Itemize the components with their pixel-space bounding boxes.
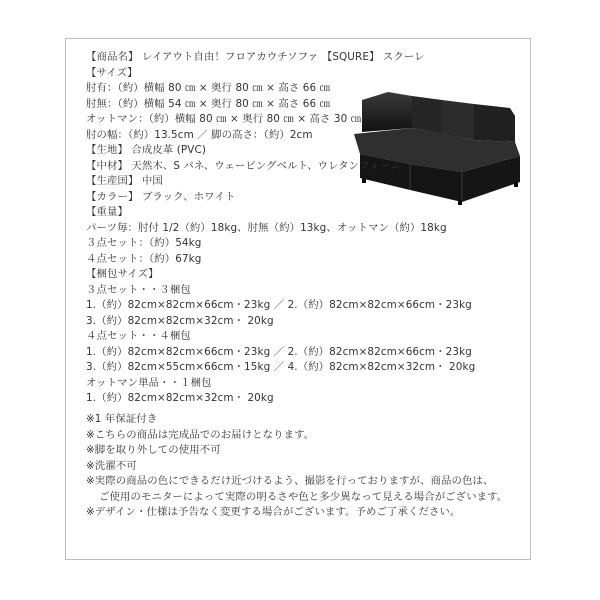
weight-3set: ３点セット：（約）54kg xyxy=(86,237,202,249)
size-without-arm: 肘無：（約）横幅 54 ㎝ × 奥行 80 ㎝ × 高さ 66 ㎝ xyxy=(86,97,331,110)
package-ottoman-line1: 1.（約）82cm×82cm×32cm・ 20kg xyxy=(86,392,274,404)
note-assembled: ※こちらの商品は完成品でのお届けとなります。 xyxy=(86,428,315,441)
fabric: 【生地】 合成皮革 (PVC) xyxy=(86,144,206,156)
spec-list xyxy=(86,50,475,407)
colors: 【カラー】 ブラック、ホワイト xyxy=(86,190,236,203)
note-color-cont: ご使用のモニターによって実際の明るさや色と多少異なって見える場合がございます。 xyxy=(99,490,508,503)
arm-leg-size: 肘の幅：（約）13.5cm ／ 脚の高さ：（約）2cm xyxy=(86,128,313,141)
size-with-arm: 肘有：（約）横幅 80 ㎝ × 奥行 80 ㎝ × 高さ 66 ㎝ xyxy=(86,82,331,94)
package-4set: ４点セット・・４梱包 xyxy=(86,330,191,342)
package-heading: 【梱包サイズ】 xyxy=(86,268,159,280)
size-ottoman: オットマン：（約）横幅 80 ㎝ × 奥行 80 ㎝ × 高さ 30 ㎝ xyxy=(86,113,362,125)
package-4set-line2: 3.（約）82cm×55cm×66cm・15kg ／ 4.（約）82cm×82cm×32cm・ 20kg xyxy=(86,361,476,373)
weight-heading: 【重量】 xyxy=(86,206,128,218)
note-washing: ※洗濯不可 xyxy=(86,459,137,472)
note-design: ※デザイン・仕様は予告なく変更する場合がございます。予めご了承ください。 xyxy=(86,506,461,518)
notes-list xyxy=(86,412,507,521)
note-warranty: ※1 年保証付き xyxy=(86,413,158,425)
origin: 【生産国】 中国 xyxy=(86,175,163,187)
filling: 【中材】 天然木、S パネ、ウェービングベルト、ウレタンフォーム xyxy=(86,159,401,172)
note-color: ※実際の商品の色にできるだけ近づけるよう、撮影を行っておりますが、商品の色は、 xyxy=(86,475,494,487)
package-4set-line1: 1.（約）82cm×82cm×66cm・23kg ／ 2.（約）82cm×82cm×66cm・23kg xyxy=(86,345,472,358)
weight-4set: ４点セット：（約）67kg xyxy=(86,252,202,265)
product-name: 【商品名】 レイアウト自由！フロアカウチソファ 【SQURE】 スクーレ xyxy=(86,51,425,63)
weight-parts: パーツ毎：肘付 1/2（約）18kg、肘無（約）13kg、オットマン（約）18kg xyxy=(86,221,447,234)
package-3set: ３点セット・・３梱包 xyxy=(86,283,191,296)
note-legs: ※脚を取り外しての使用不可 xyxy=(86,444,221,456)
package-3set-line2: 3.（約）82cm×82cm×32cm・ 20kg xyxy=(86,314,274,327)
package-ottoman: オットマン単品・・１梱包 xyxy=(86,376,212,389)
package-3set-line1: 1.（約）82cm×82cm×66cm・23kg ／ 2.（約）82cm×82cm×66cm・23kg xyxy=(86,299,472,311)
size-heading: 【サイズ】 xyxy=(86,66,138,79)
